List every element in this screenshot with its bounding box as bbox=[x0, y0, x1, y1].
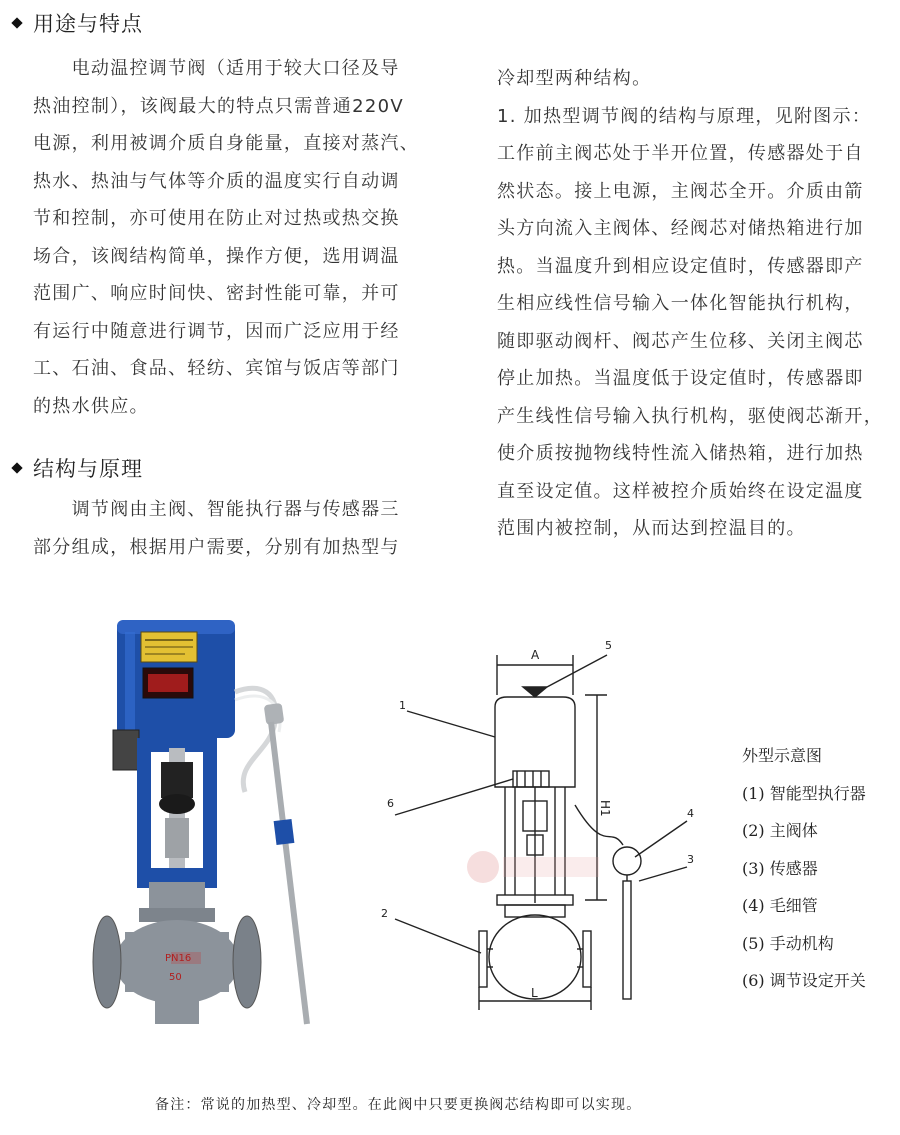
valve-product-photo bbox=[85, 612, 325, 1042]
valve-schematic-diagram bbox=[375, 635, 695, 1015]
size-marking: 50 bbox=[169, 972, 182, 983]
legend-item: (5) 手动机构 bbox=[742, 933, 834, 953]
dimension-a-label: A bbox=[531, 648, 540, 662]
text-line: 使介质按抛物线特性流入储热箱，进行加热 bbox=[497, 443, 864, 464]
watermark-logo bbox=[467, 851, 499, 883]
text-line: 节和控制，亦可使用在防止对过热或热交换 bbox=[33, 208, 400, 229]
text-line: 热油控制），该阀最大的特点只需普通220V bbox=[33, 95, 404, 117]
usage-paragraph bbox=[33, 50, 419, 425]
section-title: 用途与特点 bbox=[33, 12, 143, 36]
diamond-bullet-icon bbox=[11, 17, 22, 28]
manual-mechanism-icon bbox=[523, 687, 547, 697]
text-line: 工作前主阀芯处于半开位置，传感器处于自 bbox=[497, 143, 864, 164]
text-line: 然状态。接上电源，主阀芯全开。介质由箭 bbox=[497, 180, 864, 202]
callout-4: 4 bbox=[687, 807, 694, 820]
text-line: 部分组成，根据用户需要，分别有加热型与 bbox=[33, 536, 400, 558]
text-line: 热水、热油与气体等介质的温度实行自动调 bbox=[33, 170, 400, 192]
text-line: 的热水供应。 bbox=[33, 395, 149, 417]
legend-item: (6) 调节设定开关 bbox=[742, 971, 866, 990]
legend-item: (4) 毛细管 bbox=[742, 896, 818, 915]
text-line: 场合，该阀结构简单，操作方便，选用调温 bbox=[33, 245, 400, 267]
text-line: 直至设定值。这样被控介质始终在设定温度 bbox=[497, 480, 864, 502]
text-line: 工、石油、食品、轻纺、宾馆与饭店等部门 bbox=[33, 358, 400, 379]
capillary-tube bbox=[235, 688, 276, 792]
principle-paragraph bbox=[497, 60, 883, 548]
text-line: 电动温控调节阀（适用于较大口径及导 bbox=[33, 58, 400, 79]
callout-2: 2 bbox=[381, 907, 388, 920]
text-line: 有运行中随意进行调节，因而广泛应用于经 bbox=[33, 320, 400, 342]
callout-1: 1 bbox=[399, 699, 406, 712]
diagram-legend bbox=[742, 737, 866, 1000]
text-line: 范围内被控制，从而达到控温目的。 bbox=[497, 518, 806, 539]
text-line: 电源，利用被调介质自身能量，直接对蒸汽、 bbox=[33, 133, 419, 154]
flange-right bbox=[233, 916, 261, 1008]
text-line: 停止加热。当温度低于设定值时，传感器即 bbox=[497, 368, 864, 389]
text-line: 调节阀由主阀、智能执行器与传感器三 bbox=[33, 499, 400, 520]
callout-3: 3 bbox=[687, 853, 694, 866]
structure-paragraph bbox=[33, 491, 400, 566]
legend-item: (2) 主阀体 bbox=[742, 821, 818, 840]
text-line: 头方向流入主阀体、经阀芯对储热箱进行加 bbox=[497, 218, 864, 239]
dimension-l-label: L bbox=[531, 986, 538, 1000]
text-line: 1. 加热型调节阀的结构与原理，见附图示： bbox=[497, 105, 872, 127]
footnote: 备注：常说的加热型、冷却型。在此阀中只要更换阀芯结构即可以实现。 bbox=[155, 1097, 642, 1113]
legend-item: (3) 传感器 bbox=[742, 858, 818, 878]
text-line: 冷却型两种结构。 bbox=[497, 68, 652, 89]
callout-6: 6 bbox=[387, 797, 394, 810]
text-line: 随即驱动阀杆、阀芯产生位移、关闭主阀芯 bbox=[497, 330, 864, 352]
section-title: 结构与原理 bbox=[33, 457, 143, 481]
text-line: 生相应线性信号输入一体化智能执行机构， bbox=[497, 293, 864, 314]
yoke-left bbox=[137, 748, 151, 888]
section-heading-usage bbox=[13, 8, 143, 38]
dimension-h1-label: H1 bbox=[598, 800, 612, 817]
text-line: 热。当温度升到相应设定值时，传感器即产 bbox=[497, 255, 864, 277]
section-heading-structure bbox=[13, 453, 143, 483]
legend-item: (1) 智能型执行器 bbox=[742, 783, 866, 803]
temperature-sensor-probe bbox=[271, 722, 307, 1024]
text-line: 范围广、响应时间快、密封性能可靠，并可 bbox=[33, 283, 400, 304]
callout-5: 5 bbox=[605, 639, 612, 652]
yoke-right bbox=[203, 748, 217, 888]
bonnet bbox=[149, 882, 205, 912]
legend-title: 外型示意图 bbox=[742, 746, 823, 765]
flange-left bbox=[93, 916, 121, 1008]
text-line: 产生线性信号输入执行机构，驱使阀芯渐开， bbox=[497, 405, 883, 427]
diamond-bullet-icon bbox=[11, 462, 22, 473]
flange-marking: PN16 bbox=[165, 953, 192, 964]
